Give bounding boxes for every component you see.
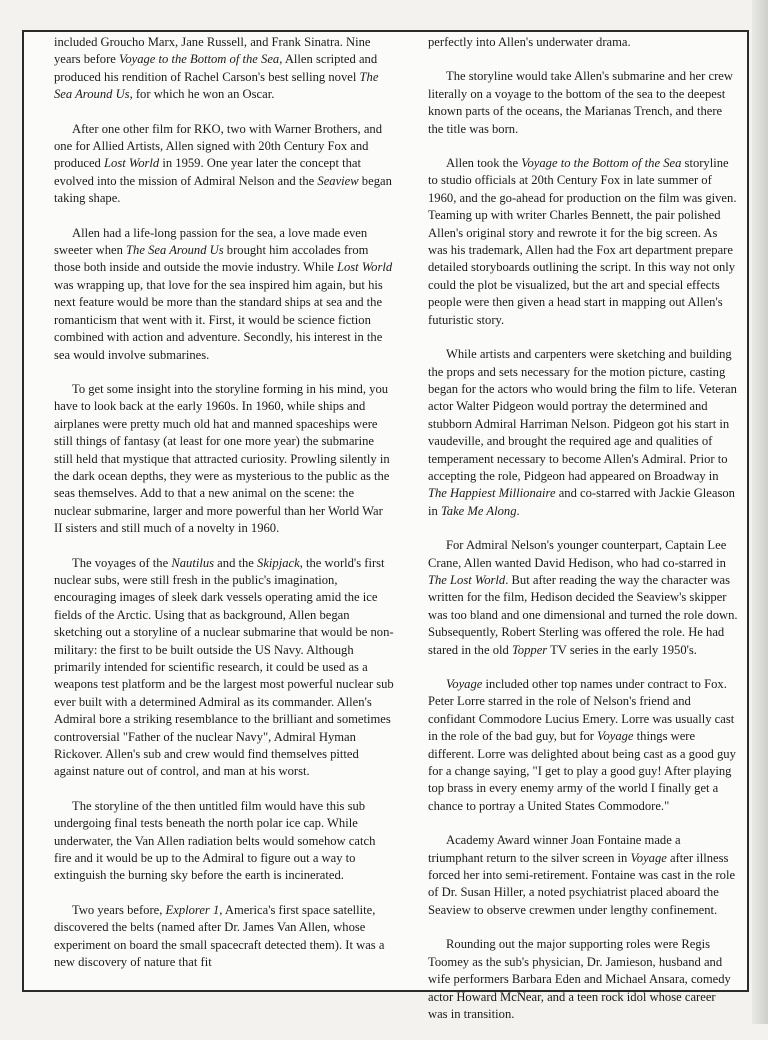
- italic-title: Voyage to the Bottom of the Sea,: [119, 52, 283, 67]
- paragraph: Voyage included other top names under contract to Fox. Peter Lorre starred in the role of Nelson's friend and confidant Commodore Lucius Emery. Lorre was usually cast in the role of the bad guy, but for Voyage things were different. Lorre was delighted about being cast as a good guy for a change saying, "I get to play a good guy! After playing top brass in every enemy army of the world I finally get a chance to portray a United States Commodore.": [428, 677, 736, 813]
- italic-title: Voyage: [630, 850, 667, 865]
- italic-title: Lost World: [336, 260, 393, 275]
- left-column: [54, 34, 394, 989]
- italic-title: The Happiest Millionaire: [428, 486, 556, 501]
- italic-title: Voyage to the Bottom of the Sea: [521, 156, 682, 171]
- italic-title: Lost World: [104, 156, 160, 171]
- italic-title: The Sea Around Us: [54, 69, 379, 102]
- paragraph: Allen had a life-long passion for the sea, a love made even sweeter when The Sea Around Us brought him accolades from those both inside and outside the movie industry. While Lost World was wrapping up, that love for the sea inspired him again, but his next feature would be more than the standard ships at sea and the romanticism that went with it. First, it would be science fiction combined with action and adventure. Secondly, his interest in the sea would involve submarines.: [54, 225, 393, 362]
- paragraph: While artists and carpenters were sketching and building the props and sets necessary for the motion picture, casting began for the actors who would bring the film to life. Veteran actor Walter Pidgeon would portray the determined and stubborn Admiral Harriman Nelson. Pidgeon got his start in vaudeville, and brought the required age and qualities of temperament necessary to become Allen's Admiral. Prior to accepting the role, Pidgeon had appeared on Broadway in The Happiest Millionaire and co-starred with Jackie Gleason in Take Me Along.: [428, 347, 737, 518]
- italic-title: Voyage: [597, 729, 634, 744]
- italic-title: Take Me Along: [440, 503, 517, 518]
- italic-title: The Lost World: [428, 572, 506, 587]
- paragraph: After one other film for RKO, two with Warner Brothers, and one for Allied Artists, Allen signed with 20th Century Fox and produced Lost World in 1959. One year later the concept that evolved into the mission of Admiral Nelson and the Seaview began taking shape.: [54, 121, 392, 206]
- paragraph: included Groucho Marx, Jane Russell, and Frank Sinatra. Nine years before Voyage to the Bottom of the Sea, Allen scripted and produced his rendition of Rachel Carson's best selling novel The Sea Around Us, for which he won an Oscar.: [54, 35, 379, 102]
- italic-title: Topper: [511, 642, 548, 657]
- paragraph: For Admiral Nelson's younger counterpart, Captain Lee Crane, Allen wanted David Hedison, who had co-starred in The Lost World. But after reading the way the character was written for the film, Hedison decided the Seaview's skipper was too bland and one dimensional and turned the role down. Subsequently, Robert Sterling was offered the role. He had stared in the old Topper TV series in the early 1950's.: [428, 538, 738, 657]
- paragraph: Academy Award winner Joan Fontaine made a triumphant return to the silver screen in Voyage after illness forced her into semi-retirement. Fontaine was cast in the role of Dr. Susan Hiller, a noted psychiatrist placed aboard the Seaview to observe crewmen under lengthy confinement.: [428, 833, 736, 917]
- paragraph: The storyline of the then untitled film would have this sub undergoing final tests beneath the north polar ice cap. While underwater, the Van Allen radiation belts would somehow catch fire and it would be up to the Admiral to figure out a way to extinguish the burning sky before the earth is incinerated.: [54, 798, 376, 883]
- paragraph: perfectly into Allen's underwater drama.: [428, 35, 631, 49]
- italic-title: Explorer 1: [165, 902, 220, 917]
- italic-title: Nautilus: [171, 555, 215, 570]
- document-page: [22, 30, 749, 1021]
- paragraph: To get some insight into the storyline forming in his mind, you have to look back at the early 1960s. In 1960, while ships and airplanes were pretty much old hat and manned spaceships were still things of fantasy (at least for one more year) the submarine still held that mystique that attracted curiosity. Prowling silently in the dark ocean depths, they were as mysterious to the public as the seas themselves. Add to that a new animal on the scene: the nuclear submarine, larger and more powerful than her World War II sisters and still much of a novelty in 1960.: [54, 381, 390, 536]
- page-binding-edge: [752, 0, 768, 1024]
- paragraph: The voyages of the Nautilus and the Skipjack, the world's first nuclear subs, were still fresh in the public's imagination, encouraging images of sleek dark vessels operating amid the ice fields of the Arctic. Using that as background, Allen began sketching out a storyline of a nuclear submarine that would be non-military: the first to be built outside the US Navy. Although primarily intended for scientific research, it could be used as a weapons test platform and be the largest most powerful nuclear sub ever built with a determined Admiral as its commander. Allen's Admiral bore a striking resemblance to the brilliant and sometimes controversial "Father of the nuclear Navy", Admiral Hyman Rickover. Allen's sub and crew would find themselves pitted against nature out of control, and man at his worst.: [54, 555, 394, 779]
- paragraph: Two years before, Explorer 1, America's first space satellite, discovered the belts (named after Dr. James Van Allen, whose experiment on board the small spacecraft detected them). It was a new discovery of nature that fit: [54, 902, 385, 970]
- paragraph: The storyline would take Allen's submarine and her crew literally on a voyage to the bottom of the sea to the deepest known parts of the oceans, the Marianas Trench, and there the title was born.: [428, 69, 733, 136]
- italic-title: Voyage: [446, 677, 483, 691]
- italic-title: Seaview: [317, 173, 359, 188]
- paragraph: Rounding out the major supporting roles were Regis Toomey as the sub's physician, Dr. Jamieson, husband and wife performers Barbara Eden and Michael Ansara, comedy actor Howard McNear, and a teen rock idol whose career was in transition.: [428, 937, 731, 1021]
- paragraph: Allen took the Voyage to the Bottom of the Sea storyline to studio officials at 20th Century Fox in late summer of 1960, and the go-ahead for production on the film was given. Teaming up with writer Charles Bennett, the pair polished Allen's original story and rewrote it for the big screen. As was his trademark, Allen had the Fox art department prepare detailed storyboards outlining the script. In this way not only could the plot be visualized, but the art and special effects people were then given a head start in mapping out Allen's futuristic story.: [428, 156, 737, 327]
- italic-title: Skipjack: [257, 555, 300, 570]
- italic-title: The Sea Around Us: [126, 243, 224, 258]
- right-column: [428, 34, 738, 1040]
